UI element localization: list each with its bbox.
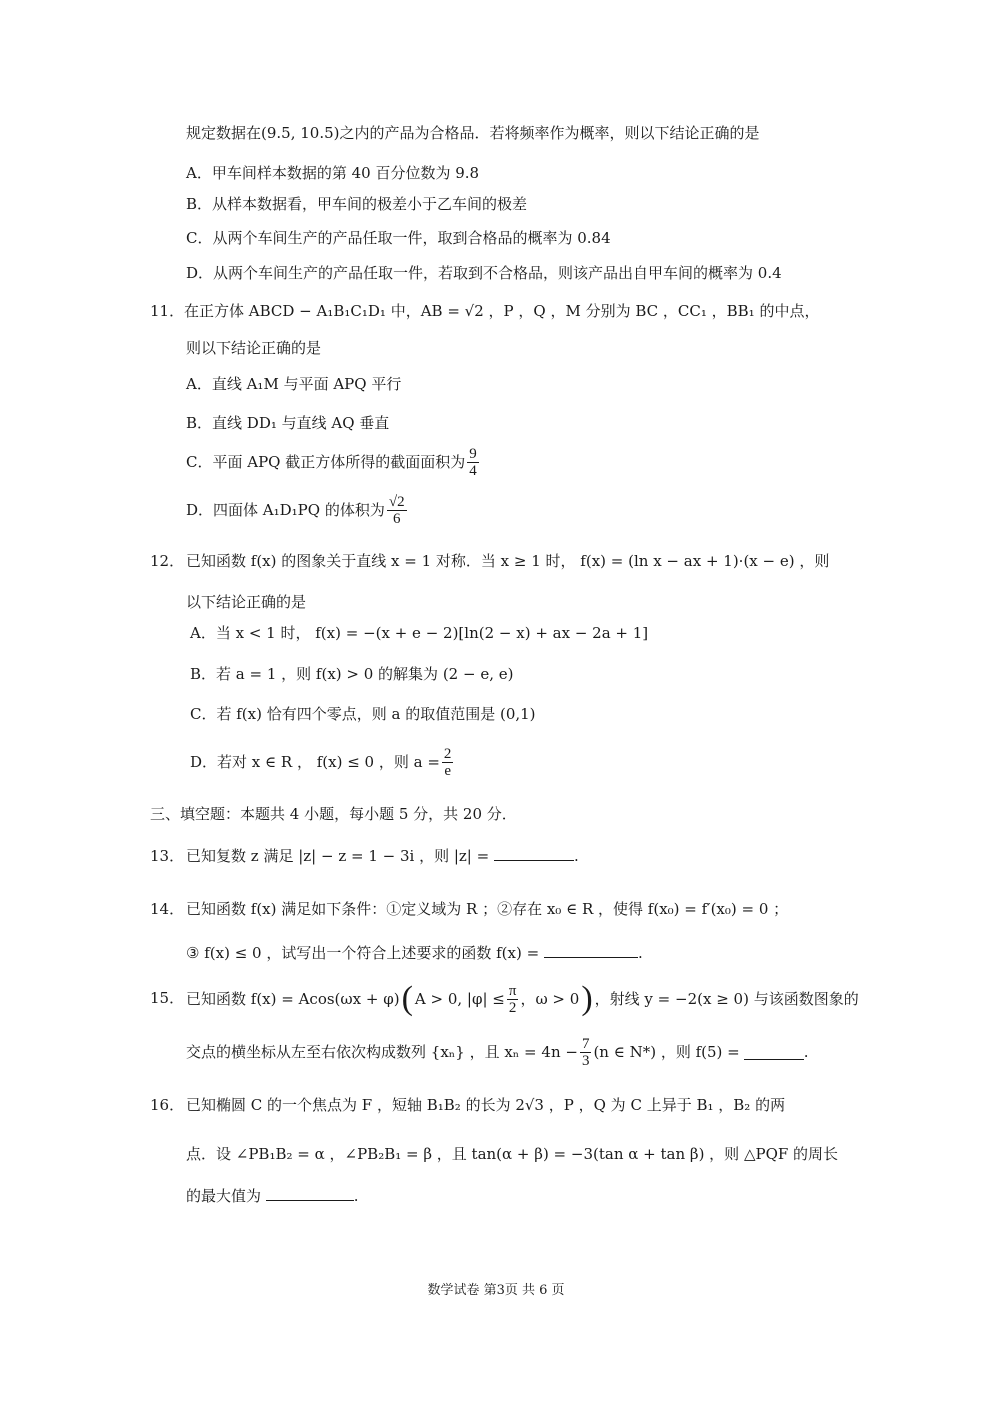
- q10-option-d: D．从两个车间生产的产品任取一件，若取到不合格品，则该产品出自甲车间的概率为 0.4: [186, 264, 782, 282]
- q11-option-c-text: C．平面 APQ 截正方体所得的截面面积为: [186, 453, 466, 471]
- q14-end: .: [637, 944, 643, 962]
- q11-d-den: 6: [392, 510, 401, 527]
- q15-left-paren: (: [401, 980, 413, 1017]
- q14-answer-blank[interactable]: [544, 943, 638, 958]
- q12-option-a: A．当 x < 1 时， f(x) = −(x + e − 2)[ln(2 − x) + ax − 2a + 1]: [190, 624, 649, 642]
- q11-option-a: A．直线 A₁M 与平面 APQ 平行: [186, 375, 402, 393]
- q13-line: [186, 845, 579, 867]
- q15-pi-num: π: [508, 982, 517, 999]
- q15-pi-den: 2: [508, 999, 517, 1016]
- q11-option-d: [186, 488, 409, 532]
- q15-line2-a: 交点的横坐标从左至右依次构成数列 {xₙ} ，且 xₙ = 4n −: [186, 1043, 578, 1061]
- q15-three: 3: [581, 1052, 590, 1069]
- q11-c-den: 4: [469, 462, 477, 479]
- q16-line2: 点．设 ∠PB₁B₂ = α ，∠PB₂B₁ = β ，且 tan(α + β) = −3(tan α + tan β) ，则 △PQF 的周长: [186, 1145, 839, 1163]
- q13-number: 13．: [150, 847, 185, 865]
- q11-stem-line1: 在正方体 ABCD − A₁B₁C₁D₁ 中，AB = √2 ，P ，Q ，M 分别为 BC ，CC₁ ，BB₁ 的中点，: [184, 302, 820, 320]
- q10-option-a: A．甲车间样本数据的第 40 百分位数为 9.8: [186, 164, 480, 182]
- q12-option-c: C．若 f(x) 恰有四个零点，则 a 的取值范围是 (0,1): [190, 705, 536, 723]
- q15-end: .: [803, 1043, 809, 1061]
- q12-d-fraction: [442, 746, 454, 779]
- q16-answer-blank[interactable]: [266, 1186, 354, 1201]
- q14-line2-text: ③ f(x) ≤ 0 ，试写出一个符合上述要求的函数 f(x) =: [186, 944, 540, 962]
- q11-c-fraction: [467, 446, 479, 479]
- q16-number: 16．: [150, 1096, 185, 1114]
- q16-end: .: [353, 1187, 359, 1205]
- q12-stem-line2: 以下结论正确的是: [186, 593, 307, 611]
- q15-line1-a: 已知函数 f(x) = Acos(ωx + φ): [186, 990, 400, 1008]
- q13-text: 已知复数 z 满足 |z| − z = 1 − 3i ，则 |z| =: [186, 847, 490, 865]
- q11-option-c: [186, 440, 481, 484]
- q16-line3-text: 的最大值为: [186, 1187, 262, 1205]
- q14-line1: 已知函数 f(x) 满足如下条件：①定义域为 R ；②存在 x₀ ∈ R ，使得 f(x₀) = f′(x₀) = 0 ；: [186, 900, 789, 918]
- q10-intro-line: 规定数据在(9.5, 10.5)之内的产品为合格品．若将频率作为概率，则以下结论正确的是: [186, 124, 760, 142]
- section-three-heading: 三、填空题：本题共 4 小题，每小题 5 分，共 20 分．: [150, 805, 517, 823]
- q15-pi-fraction: [507, 983, 519, 1016]
- q12-d-num: 2: [443, 745, 452, 762]
- q11-option-d-text: D．四面体 A₁D₁PQ 的体积为: [186, 501, 385, 519]
- q13-end: .: [573, 847, 579, 865]
- q11-option-b: B．直线 DD₁ 与直线 AQ 垂直: [186, 414, 390, 432]
- q15-number: 15．: [150, 989, 185, 1007]
- q15-seven-thirds: [580, 1036, 592, 1069]
- q11-c-num: 9: [469, 445, 477, 462]
- q10-option-c: C．从两个车间生产的产品任取一件，取到合格品的概率为 0.84: [186, 229, 611, 247]
- q12-option-b: B．若 a = 1 ，则 f(x) > 0 的解集为 (2 − e, e): [190, 665, 514, 683]
- page-footer: 数学试卷 第3页 共 6 页: [427, 1283, 565, 1298]
- q16-line3: [186, 1185, 359, 1207]
- q12-option-d: [190, 738, 455, 786]
- q12-number: 12．: [150, 552, 185, 570]
- q15-right-paren: ): [581, 980, 593, 1017]
- q16-line1: 已知椭圆 C 的一个焦点为 F ，短轴 B₁B₂ 的长为 2√3 ，P ，Q 为 C 上异于 B₁ ，B₂ 的两: [186, 1096, 786, 1114]
- q15-line2-b: (n ∈ N*) ，则 f(5) =: [593, 1043, 740, 1061]
- q14-line2: [186, 942, 643, 964]
- q11-d-fraction: [387, 494, 407, 527]
- q11-number: 11．: [150, 302, 185, 320]
- q15-line1-b: A > 0, |φ| ≤: [414, 990, 505, 1008]
- q12-option-d-text: D．若对 x ∈ R ， f(x) ≤ 0 ，则 a =: [190, 753, 440, 771]
- q13-answer-blank[interactable]: [494, 846, 574, 861]
- q15-line2: [186, 1030, 809, 1074]
- q15-line1: [186, 977, 859, 1021]
- q15-answer-blank[interactable]: [744, 1045, 804, 1060]
- q11-stem-line2: 则以下结论正确的是: [186, 339, 322, 357]
- q10-option-b: B．从样本数据看，甲车间的极差小于乙车间的极差: [186, 195, 528, 213]
- q15-line1-c: ，ω > 0: [520, 990, 580, 1008]
- q15-seven: 7: [581, 1035, 590, 1052]
- q14-number: 14．: [150, 900, 185, 918]
- q12-d-den: e: [444, 762, 451, 779]
- q12-stem-line1: 已知函数 f(x) 的图象关于直线 x = 1 对称．当 x ≥ 1 时， f(x) = (ln x − ax + 1)·(x − e) ，则: [186, 552, 830, 570]
- q15-line1-d: ，射线 y = −2(x ≥ 0) 与该函数图象的: [594, 990, 859, 1008]
- q11-d-num: √2: [388, 493, 405, 510]
